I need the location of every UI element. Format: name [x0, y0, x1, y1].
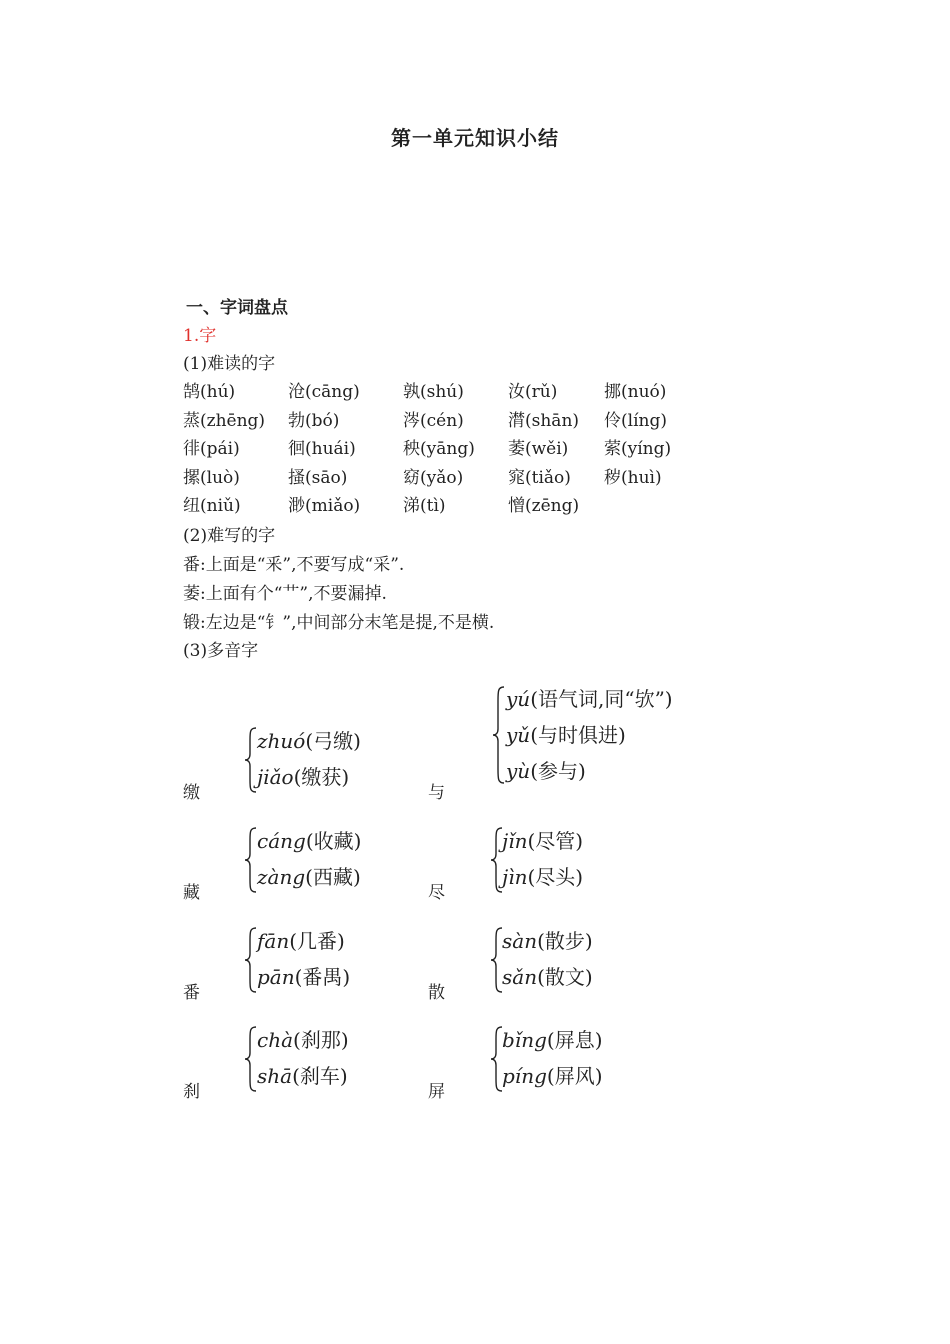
- grid-cell: 窈(yǎo): [403, 467, 464, 488]
- readings-list: [506, 681, 673, 789]
- polyphonic-char: 番: [183, 983, 200, 1003]
- grid-cell: 萎(wěi): [508, 439, 569, 460]
- polyphonic-char: 散: [428, 983, 445, 1003]
- readings-list: [257, 823, 361, 895]
- polyphonic-char: 与: [428, 783, 445, 803]
- example-word: (西藏): [305, 865, 361, 889]
- hard-to-write-item: 番:上面是“釆”,不要写成“采”.: [183, 555, 405, 575]
- grid-cell: 纽(niǔ): [183, 496, 241, 517]
- readings-list: [257, 923, 350, 995]
- pinyin: píng: [502, 1064, 547, 1088]
- example-word: (收藏): [305, 829, 362, 853]
- grid-cell: 渺(miǎo): [288, 496, 361, 517]
- pinyin: jiǎo: [257, 765, 294, 789]
- grid-cell: 徘(pái): [183, 439, 240, 460]
- grid-cell: 涔(cén): [403, 410, 464, 431]
- example-word: (语气词,同“欤”): [530, 687, 673, 711]
- reading: [502, 1058, 603, 1094]
- pinyin: chà: [257, 1028, 294, 1052]
- reading: [257, 923, 350, 959]
- example-word: (散文): [537, 965, 593, 989]
- hard-to-write-item: 萎:上面有个“艹”,不要漏掉.: [183, 584, 387, 604]
- page-title: 第一单元知识小结: [391, 126, 559, 150]
- pinyin: yú: [506, 687, 531, 711]
- pinyin: sǎn: [502, 965, 538, 989]
- reading: [502, 959, 593, 995]
- example-word: (与时俱进): [530, 723, 626, 747]
- example-word: (刹车): [292, 1064, 348, 1088]
- grid-cell: 沧(cāng): [288, 382, 360, 402]
- example-word: (弓缴): [305, 729, 361, 753]
- example-word: (尽管): [527, 829, 584, 853]
- pinyin: sàn: [502, 929, 538, 953]
- grid-cell: 挪(nuó): [604, 382, 667, 402]
- readings-list: [257, 723, 361, 795]
- reading: [257, 1058, 349, 1094]
- reading: [506, 753, 673, 789]
- polyphonic-heading: (3)多音字: [183, 641, 259, 661]
- reading: [502, 923, 593, 959]
- hard-to-write-item: 锻:左边是“钅”,中间部分末笔是提,不是横.: [183, 613, 495, 633]
- readings-list: [502, 823, 583, 895]
- readings-list: [502, 1022, 603, 1094]
- grid-cell: 伶(líng): [604, 410, 667, 431]
- grid-cell: 蒸(zhēng): [183, 410, 266, 431]
- example-word: (屏息): [546, 1028, 603, 1052]
- pinyin: zàng: [257, 865, 306, 889]
- example-word: (番禺): [294, 965, 351, 989]
- subsection-heading: 1.字: [183, 326, 217, 346]
- polyphonic-char: 刹: [183, 1082, 200, 1102]
- example-word: (参与): [530, 759, 586, 783]
- grid-cell: 搔(sāo): [288, 467, 348, 488]
- section-heading: 一、字词盘点: [186, 298, 288, 318]
- polyphonic-char: 藏: [183, 883, 200, 903]
- pinyin: cáng: [257, 829, 306, 853]
- pinyin: jìn: [502, 865, 528, 889]
- grid-cell: 潸(shān): [508, 410, 580, 431]
- reading: [257, 823, 361, 859]
- grid-cell: 涕(tì): [403, 496, 446, 517]
- reading: [502, 859, 583, 895]
- grid-cell: 憎(zēng): [508, 496, 580, 517]
- reading: [257, 1022, 349, 1058]
- grid-cell: 鹄(hú): [183, 382, 236, 402]
- grid-cell: 萦(yíng): [604, 439, 672, 460]
- hard-to-write-heading: (2)难写的字: [183, 526, 276, 546]
- polyphonic-char: 尽: [428, 883, 445, 903]
- readings-list: [257, 1022, 349, 1094]
- example-word: (缴获): [293, 765, 350, 789]
- grid-cell: 窕(tiǎo): [508, 467, 571, 488]
- brace-icon: [244, 1025, 258, 1093]
- grid-cell: 徊(huái): [288, 439, 356, 460]
- grid-cell: 秽(huì): [604, 467, 662, 488]
- grid-cell: 秧(yāng): [403, 439, 475, 460]
- polyphonic-char: 屏: [428, 1082, 445, 1102]
- example-word: (几番): [289, 929, 345, 953]
- pinyin: zhuó: [257, 729, 306, 753]
- reading: [506, 681, 673, 717]
- polyphonic-char: 缴: [183, 783, 200, 803]
- reading: [502, 823, 583, 859]
- pinyin: fān: [257, 929, 290, 953]
- example-word: (尽头): [527, 865, 584, 889]
- readings-list: [502, 923, 593, 995]
- grid-cell: 孰(shú): [403, 382, 464, 402]
- reading: [257, 859, 361, 895]
- brace-icon: [244, 926, 258, 994]
- reading: [257, 959, 350, 995]
- example-word: (屏风): [546, 1064, 603, 1088]
- brace-icon: [244, 826, 258, 894]
- example-word: (散步): [537, 929, 593, 953]
- pinyin: yǔ: [506, 723, 531, 747]
- pinyin: yù: [506, 759, 531, 783]
- example-word: (刹那): [293, 1028, 349, 1052]
- reading: [502, 1022, 603, 1058]
- grid-cell: 勃(bó): [288, 410, 340, 431]
- brace-icon: [492, 685, 506, 785]
- reading: [257, 759, 361, 795]
- pinyin: bǐng: [502, 1028, 547, 1052]
- pinyin: jǐn: [502, 829, 528, 853]
- pinyin: pān: [257, 965, 295, 989]
- grid-cell: 汝(rǔ): [508, 382, 558, 402]
- hard-to-read-heading: (1)难读的字: [183, 354, 276, 374]
- pinyin: shā: [257, 1064, 293, 1088]
- reading: [506, 717, 673, 753]
- brace-icon: [244, 726, 258, 794]
- reading: [257, 723, 361, 759]
- grid-cell: 摞(luò): [183, 467, 240, 488]
